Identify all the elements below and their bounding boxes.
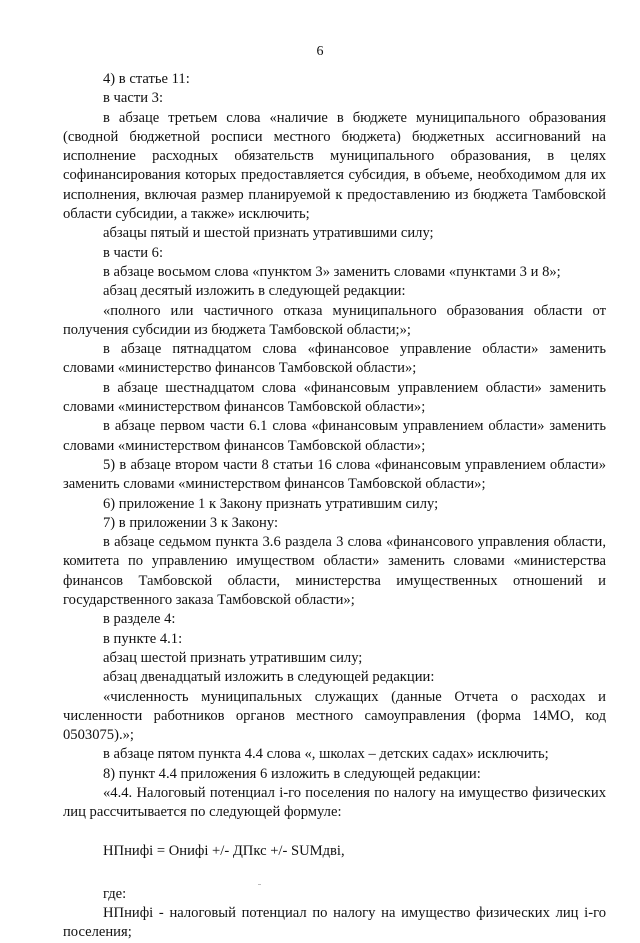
spacer: [63, 861, 606, 885]
paragraph: НПнифі - налоговый потенциал по налогу на имущество физических лиц і-го поселения;: [63, 905, 606, 941]
document-body: [63, 70, 606, 943]
paragraph: абзац десятый изложить в следующей редакции:: [103, 283, 406, 300]
paragraph: абзац двенадцатый изложить в следующей редакции:: [103, 669, 435, 686]
paragraph: «численность муниципальных служащих (данные Отчета о расходах и численности работников органов местного самоуправления (форма 14МО, код 0503075).»;: [63, 688, 606, 744]
paragraph: в пункте 4.1:: [103, 630, 183, 647]
paragraph: абзацы пятый и шестой признать утратившими силу;: [103, 225, 434, 242]
paragraph: в абзаце шестнадцатом слова «финансовым управлением области» заменить словами «министерством финансов Тамбовской области»;: [63, 379, 606, 416]
spacer: [63, 823, 606, 842]
page-number: 6: [316, 44, 324, 59]
paragraph: 6) приложение 1 к Закону признать утратившим силу;: [103, 495, 439, 512]
paragraph: в части 6:: [103, 244, 164, 261]
formula: НПнифі = Онифі +/- ДПкс +/- SUMдві,: [103, 842, 345, 859]
paragraph: в абзаце восьмом слова «пунктом 3» заменить словами «пунктами 3 и 8»;: [103, 263, 561, 280]
paragraph: в абзаце третьем слова «наличие в бюджете муниципального образования (сводной бюджетной росписи местного бюджета) бюджетных ассигнований на исполнение расходных обязательств муниципального образования, в целях софинансирования которых предоставляется субсидия, в объеме, необходимом для их исполнения, включая размер планируемой к предоставлению из бюджета Тамбовской области субсидии, а также» исключить;: [63, 109, 606, 223]
paragraph: в абзаце первом части 6.1 слова «финансовым управлением области» заменить словами «министерством финансов Тамбовской области»;: [63, 418, 606, 454]
paragraph: в разделе 4:: [103, 611, 176, 628]
paragraph: в абзаце пятнадцатом слова «финансовое управление области» заменить словами «министерство финансов Тамбовской области»;: [63, 341, 606, 377]
paragraph: 5) в абзаце втором части 8 статьи 16 слова «финансовым управлением области» заменить словами «министерством финансов Тамбовской области»;: [63, 456, 606, 493]
footer-mark: [258, 884, 261, 885]
paragraph: в абзаце седьмом пункта 3.6 раздела 3 слова «финансового управления области, комитета по управлению имуществом области» заменить словами «министерства финансов Тамбовской области, министерства имущественных отношений и государственного заказа Тамбовской области»;: [63, 534, 606, 609]
paragraph: 7) в приложении 3 к Закону:: [103, 514, 279, 531]
paragraph: в части 3:: [103, 90, 164, 107]
paragraph: «полного или частичного отказа муниципального образования области от получения субсидии из бюджета Тамбовской области;»;: [63, 302, 606, 338]
paragraph: 4) в статье 11:: [103, 71, 190, 87]
paragraph: абзац шестой признать утратившим силу;: [103, 649, 363, 666]
paragraph: в абзаце пятом пункта 4.4 слова «, школах – детских садах» исключить;: [103, 746, 549, 763]
paragraph: «4.4. Налоговый потенциал і-го поселения по налогу на имущество физических лиц рассчитывается по следующей формуле:: [63, 784, 606, 821]
paragraph: где:: [103, 885, 127, 902]
paragraph: 8) пункт 4.4 приложения 6 изложить в следующей редакции:: [103, 765, 481, 782]
